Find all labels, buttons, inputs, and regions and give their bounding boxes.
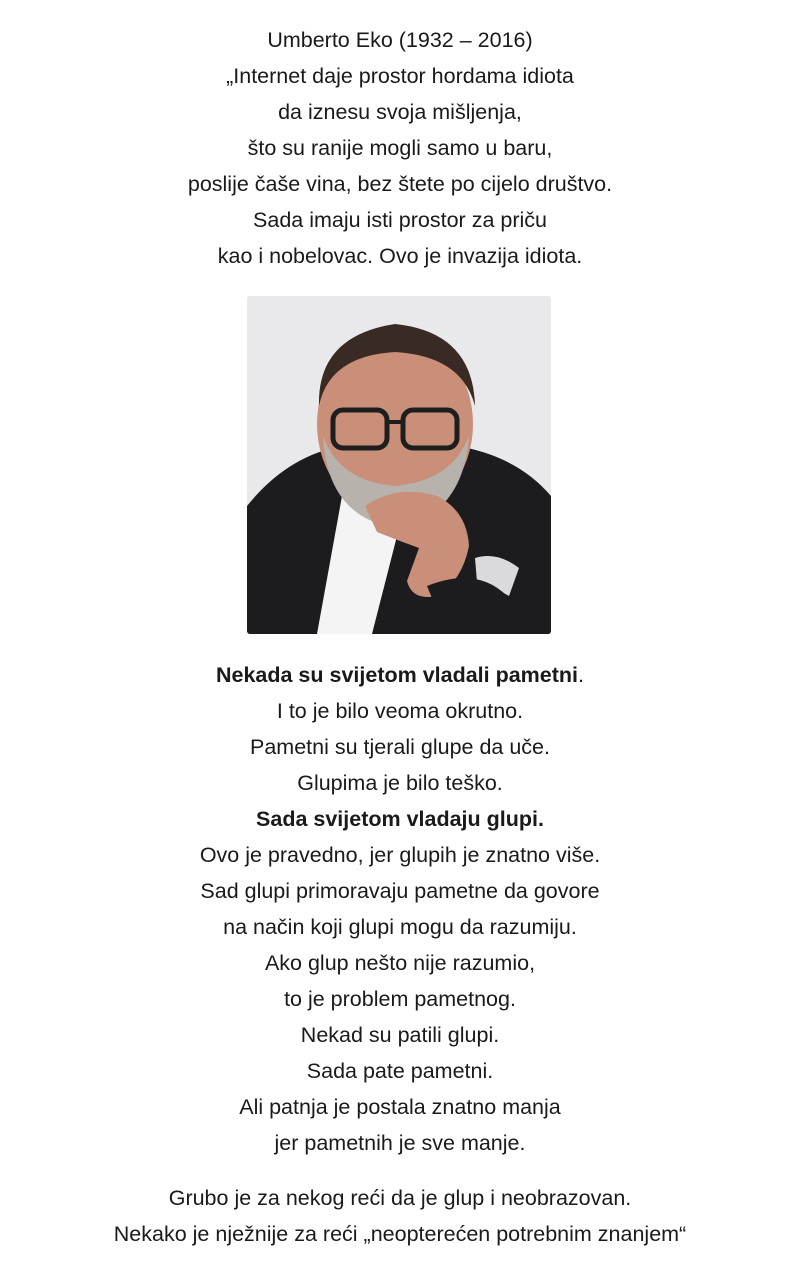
author-portrait: [247, 296, 551, 634]
quote-line: da iznesu svoja mišljenja,: [278, 100, 522, 124]
quote-line: „Internet daje prostor hordama idiota: [226, 64, 574, 88]
closing-line: Nekako je nježnije za reći „neopterećen potrebnim znanjem“: [113, 1222, 687, 1246]
portrait-illustration: [247, 296, 551, 634]
poem-line: Ovo je pravedno, jer glupih je znatno više.: [199, 843, 601, 867]
poem-line-bold: Nekada su svijetom vladali pametni: [215, 663, 579, 687]
poem-line: Ako glup nešto nije razumio,: [264, 951, 536, 975]
poem-line: Sad glupi primoravaju pametne da govore: [200, 879, 600, 903]
poem-line: Sada pate pametni.: [306, 1059, 494, 1083]
poem-line: I to je bilo veoma okrutno.: [276, 699, 524, 723]
quote-line: kao i nobelovac. Ovo je invazija idiota.: [217, 244, 583, 268]
closing-block: [0, 1180, 800, 1252]
poem-line: jer pametnih je sve manje.: [274, 1131, 526, 1155]
poem-line: na način koji glupi mogu da razumiju.: [223, 915, 577, 939]
quote-line: Sada imaju isti prostor za priču: [253, 208, 547, 232]
poem-line: to je problem pametnog.: [284, 987, 516, 1011]
quote-block: [0, 22, 800, 274]
poem-line: [0, 657, 800, 693]
poem-line: Nekad su patili glupi.: [300, 1023, 500, 1047]
poem-line: Pametni su tjerali glupe da uče.: [250, 735, 550, 759]
poem-line: Glupima je bilo teško.: [297, 771, 503, 795]
quote-line: što su ranije mogli samo u baru,: [247, 136, 553, 160]
closing-line: Grubo je za nekog reći da je glup i neobrazovan.: [168, 1186, 632, 1210]
quote-author-line: Umberto Eko (1932 – 2016): [267, 28, 533, 52]
poem-block: [0, 657, 800, 1161]
quote-line: poslije čaše vina, bez štete po cijelo društvo.: [187, 172, 613, 196]
poem-line-bold: Sada svijetom vladaju glupi.: [256, 807, 544, 831]
poem-line: Ali patnja je postala znatno manja: [239, 1095, 561, 1119]
poem-line-period: .: [578, 663, 585, 687]
